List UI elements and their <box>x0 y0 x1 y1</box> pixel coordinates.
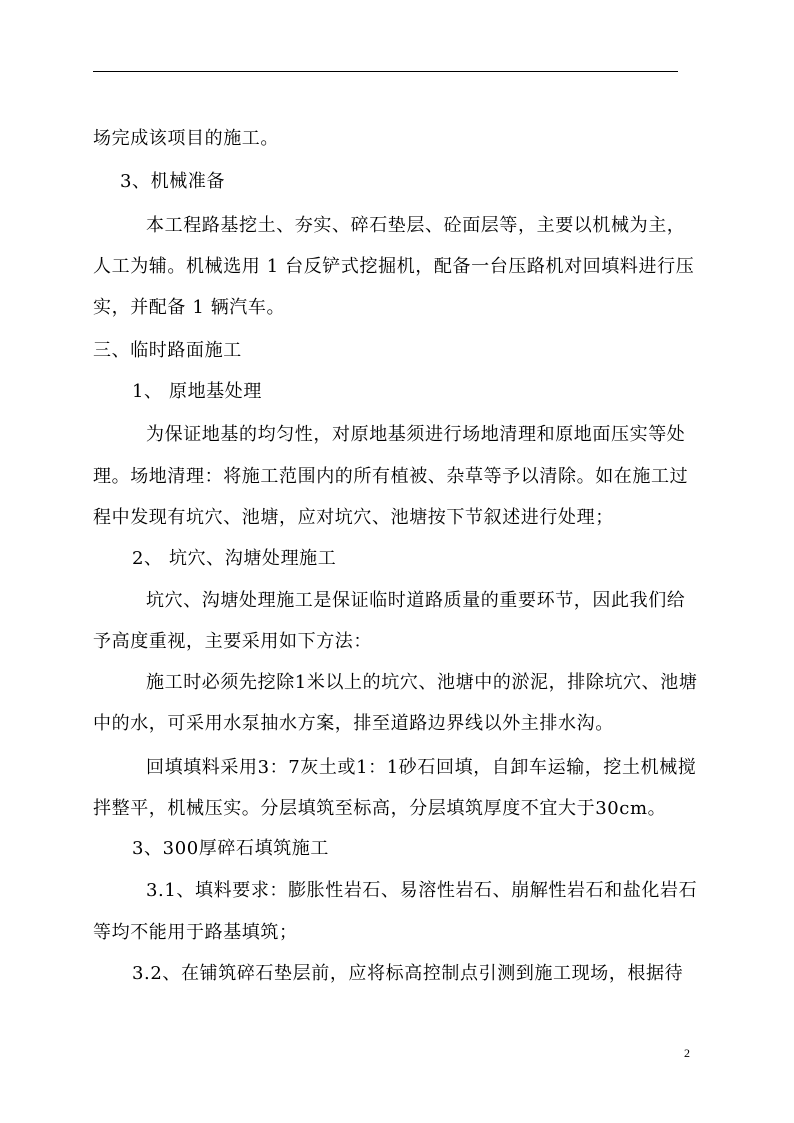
text-line: 等均不能用于路基填筑； <box>93 922 298 943</box>
text-line: 3.1、填料要求：膨胀性岩石、易溶性岩石、崩解性岩石和盐化岩石 <box>146 880 698 901</box>
text-line: 实，并配备 1 辆汽车。 <box>93 297 286 318</box>
subsection-heading: 3、300厚碎石填筑施工 <box>132 838 330 859</box>
text-line: 场完成该项目的施工。 <box>93 128 279 149</box>
header-rule <box>93 71 678 72</box>
section-heading: 三、临时路面施工 <box>93 340 242 361</box>
text-line: 3.2、在铺筑碎石垫层前，应将标高控制点引测到施工现场，根据待 <box>132 963 684 984</box>
subsection-heading: 1、 原地基处理 <box>132 381 262 402</box>
subsection-heading: 2、 坑穴、沟塘处理施工 <box>132 548 337 569</box>
text-line: 中的水，可采用水泵抽水方案，排至道路边界线以外主排水沟。 <box>93 713 614 734</box>
text-line: 回填填料采用3：7灰土或1：1砂石回填，自卸车运输，挖土机械搅 <box>146 757 697 778</box>
text-line: 予高度重视，主要采用如下方法： <box>93 631 372 652</box>
text-line: 程中发现有坑穴、池塘，应对坑穴、池塘按下节叙述进行处理； <box>93 507 614 528</box>
text-line: 人工为辅。机械选用 1 台反铲式挖掘机，配备一台压路机对回填料进行压 <box>93 256 695 277</box>
text-line: 施工时必须先挖除1米以上的坑穴、池塘中的淤泥，排除坑穴、池塘 <box>146 672 698 693</box>
section-heading: 3、机械准备 <box>120 171 226 192</box>
page-number: 2 <box>684 1046 690 1060</box>
text-line: 理。场地清理：将施工范围内的所有植被、杂草等予以清除。如在施工过 <box>93 466 689 487</box>
text-line: 坑穴、沟塘处理施工是保证临时道路质量的重要环节，因此我们给 <box>146 590 686 611</box>
text-line: 本工程路基挖土、夯实、碎石垫层、砼面层等，主要以机械为主， <box>146 215 686 236</box>
text-line: 为保证地基的均匀性，对原地基须进行场地清理和原地面压实等处 <box>146 424 686 445</box>
text-line: 拌整平，机械压实。分层填筑至标高，分层填筑厚度不宜大于30cm。 <box>93 798 667 819</box>
